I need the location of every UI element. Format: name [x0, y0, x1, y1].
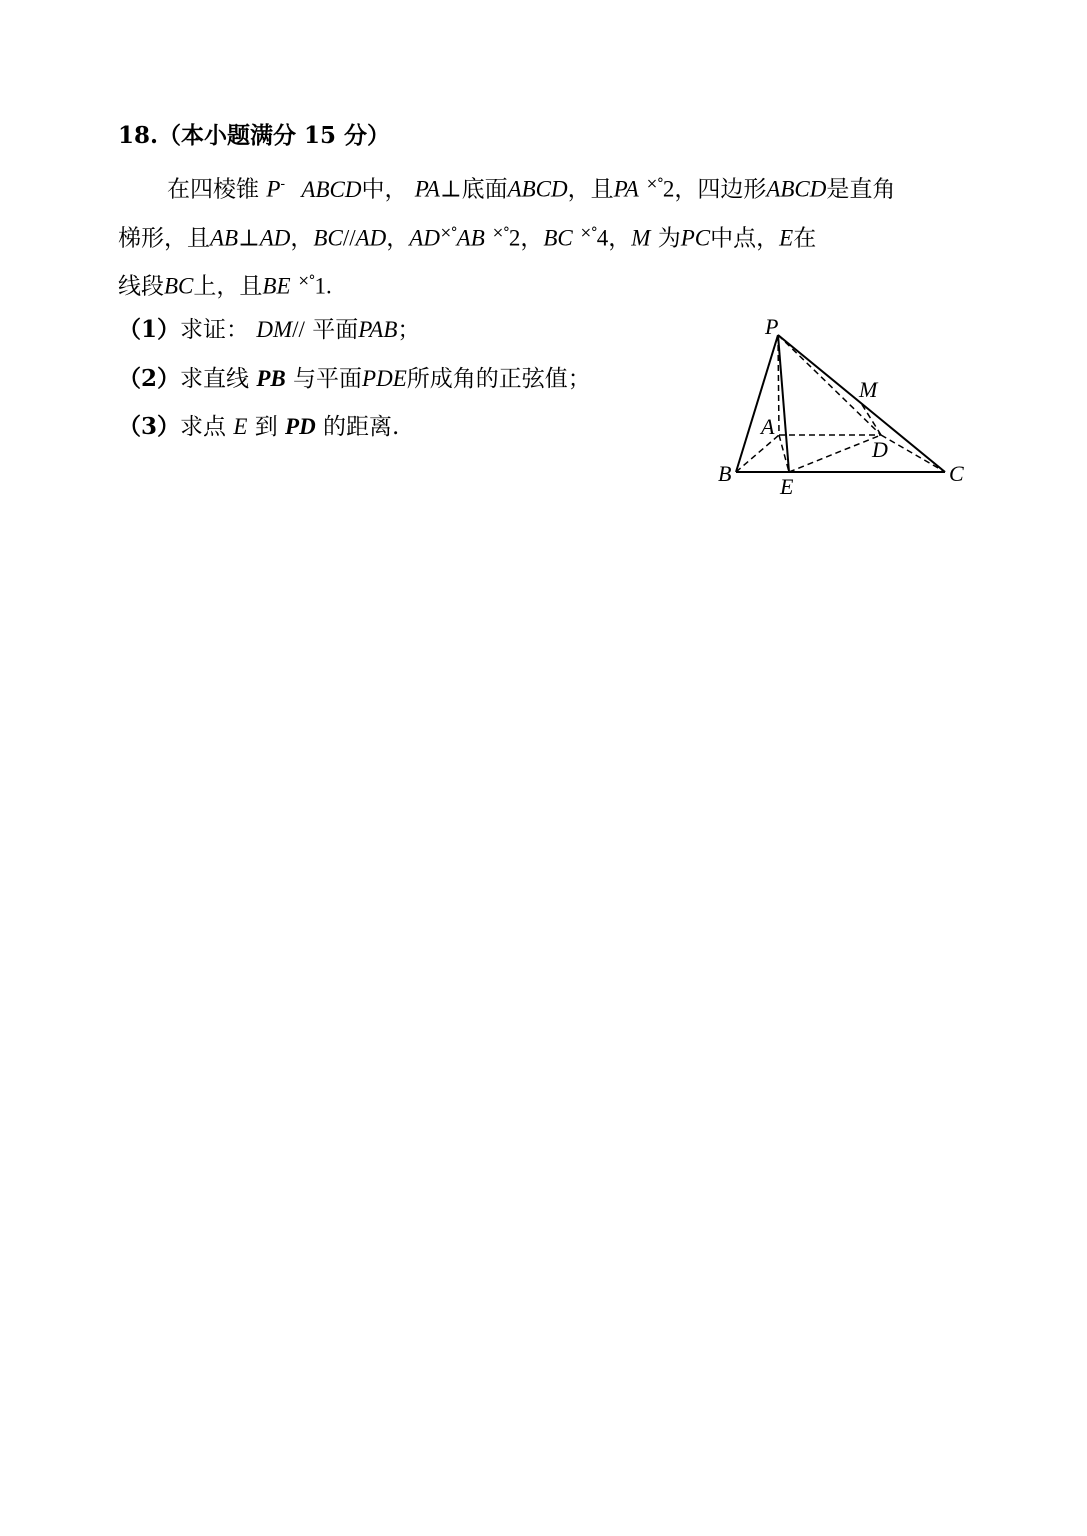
text: 中点， [710, 225, 780, 252]
label-A: A [761, 414, 775, 439]
math-var: BE [262, 273, 291, 299]
text: 求证： [180, 317, 250, 343]
label-C: C [949, 461, 964, 486]
garbled-equals: ×° [646, 176, 663, 192]
statement-line-3 [118, 266, 332, 302]
problem-number: 18. [118, 122, 159, 149]
garbled-equals: ×° [580, 225, 597, 241]
label-M: M [859, 377, 878, 402]
text: ，且 [567, 176, 614, 203]
parallel-symbol: // [342, 225, 356, 251]
problem-score-note: （本小题满分 15 分） [158, 122, 391, 149]
math-var: P [266, 176, 281, 202]
text: ， [520, 225, 544, 252]
problem-heading [118, 121, 390, 151]
garbled-equals: ×° [439, 225, 457, 241]
perp-symbol: ⊥ [439, 176, 462, 202]
text: ，四边形 [674, 176, 767, 203]
question-3 [118, 412, 399, 442]
math-var: PC [680, 225, 711, 251]
question-1 [118, 315, 420, 345]
text: 为 [657, 225, 681, 252]
text: 到 [254, 414, 278, 440]
math-var: BC [164, 273, 194, 299]
text: 求直线 [180, 366, 250, 392]
text: 在四棱锥 [167, 176, 259, 203]
statement-line-1 [167, 169, 895, 205]
text: 梯形，且 [118, 225, 210, 252]
edge-PC [778, 335, 945, 472]
number: 2 [508, 225, 521, 251]
label-E: E [780, 474, 794, 499]
text: ， [386, 225, 410, 252]
text: 是直角 [826, 176, 896, 203]
math-var: M [631, 225, 651, 251]
question-number: （1） [118, 316, 181, 343]
perp-symbol: ⊥ [238, 225, 260, 251]
math-var: PD [285, 414, 316, 439]
math-var: AB [210, 225, 239, 251]
math-var: BC [313, 225, 343, 251]
math-var: AB [456, 225, 485, 251]
text: 在 [793, 225, 817, 252]
math-var: E [779, 225, 794, 251]
math-var: PB [256, 366, 286, 391]
text: 上，且 [193, 273, 263, 300]
math-var: AD [409, 225, 440, 251]
text: ； [397, 317, 421, 343]
question-2 [118, 364, 591, 394]
text: 求点 [180, 414, 227, 440]
number: 2 [662, 176, 675, 202]
text: 所成角的正弦值； [406, 366, 591, 392]
number: 4 [596, 225, 609, 251]
edge-DC [881, 435, 945, 472]
question-number: （2） [118, 365, 181, 392]
math-var: PA [414, 176, 440, 202]
edge-PE [778, 335, 789, 472]
text: 与平面 [293, 366, 363, 392]
math-var: PA [613, 176, 639, 202]
math-var: ABCD [507, 176, 568, 202]
garbled-equals: ×° [492, 225, 509, 241]
edge-PB [736, 335, 778, 472]
number: 1. [314, 273, 332, 299]
math-var: PDE [362, 366, 407, 391]
math-var: E [233, 414, 248, 439]
math-var: ABCD [301, 176, 362, 202]
garbled-dash: - [280, 176, 285, 192]
math-var: AD [259, 225, 291, 251]
label-D: D [872, 437, 888, 462]
math-var: ABCD [766, 176, 827, 202]
text: 线段 [118, 273, 164, 300]
question-number: （3） [118, 413, 181, 440]
edge-DE [789, 435, 881, 472]
text: 中， [361, 176, 408, 203]
garbled-equals: ×° [297, 273, 315, 289]
pyramid-figure [705, 305, 975, 505]
text: ， [608, 225, 632, 252]
label-P: P [765, 314, 779, 339]
label-B: B [718, 461, 732, 486]
statement-line-2 [118, 218, 816, 254]
math-var: BC [543, 225, 573, 251]
parallel-symbol: // [292, 317, 305, 342]
text: 的距离. [323, 414, 400, 440]
text: 平面 [312, 317, 359, 343]
edge-PA [778, 335, 779, 435]
text: 底面 [461, 176, 508, 203]
math-var: PAB [358, 317, 398, 342]
math-var: DM [256, 317, 293, 342]
text: ， [290, 225, 314, 252]
math-var: AD [355, 225, 387, 251]
